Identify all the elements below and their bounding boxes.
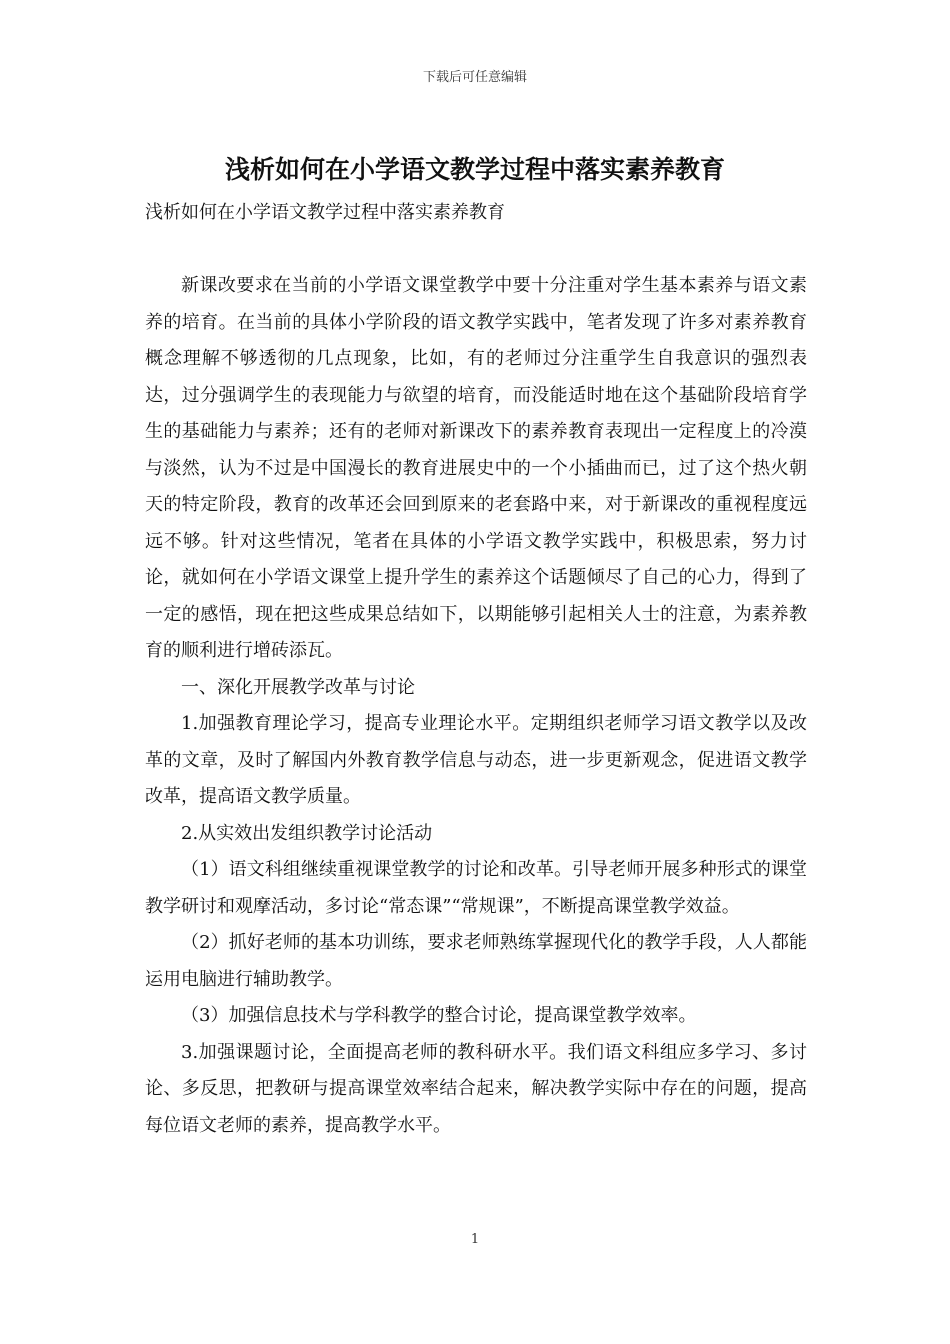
document-title: 浅析如何在小学语文教学过程中落实素养教育: [224, 155, 725, 184]
document-subtitle: 浅析如何在小学语文教学过程中落实素养教育: [145, 202, 505, 223]
paragraph-subitem-3: （3）加强信息技术与学科教学的整合讨论，提高课堂教学效率。: [181, 1005, 697, 1026]
paragraph-subitem-1: （1）语文科组继续重视课堂教学的讨论和改革。引导老师开展多种形式的课堂教学研讨和观摩活动，多讨论“常态课”“常规课”，不断提高课堂教学效益。: [145, 859, 807, 917]
paragraph-item-2: 2.从实效出发组织教学讨论活动: [181, 822, 433, 844]
paragraph-subitem-2: （2）抓好老师的基本功训练，要求老师熟练掌握现代化的教学手段，人人都能运用电脑进行辅助教学。: [145, 932, 807, 990]
paragraph-intro: 新课改要求在当前的小学语文课堂教学中要十分注重对学生基本素养与语文素养的培育。在当前的具体小学阶段的语文教学实践中，笔者发现了许多对素养教育概念理解不够透彻的几点现象，比如，有的老师过分注重学生自我意识的强烈表达，过分强调学生的表现能力与欲望的培育，而没能适时地在这个基础阶段培育学生的基础能力与素养；还有的老师对新课改下的素养教育表现出一定程度上的冷漠与淡然，认为不过是中国漫长的教育进展史中的一个小插曲而已，过了这个热火朝天的特定阶段，教育的改革还会回到原来的老套路中来，对于新课改的重视程度远远不够。针对这些情况，笔者在具体的小学语文教学实践中，积极思索，努力讨论，就如何在小学语文课堂上提升学生的素养这个话题倾尽了自己的心力，得到了一定的感悟，现在把这些成果总结如下，以期能够引起相关人士的注意，为素养教育的顺利进行增砖添瓦。: [145, 275, 807, 661]
page-number: 1: [470, 1232, 480, 1247]
document-body: [145, 268, 807, 1144]
section-heading-1: 一、深化开展教学改革与讨论: [181, 676, 415, 698]
paragraph-item-1: 1.加强教育理论学习，提高专业理论水平。定期组织老师学习语文教学以及改革的文章，及时了解国内外教育教学信息与动态，进一步更新观念，促进语文教学改革，提高语文教学质量。: [145, 713, 807, 807]
header-note: 下载后可任意编辑: [422, 70, 527, 85]
paragraph-item-3: 3.加强课题讨论，全面提高老师的教科研水平。我们语文科组应多学习、多讨论、多反思，把教研与提高课堂效率结合起来，解决教学实际中存在的问题，提高每位语文老师的素养，提高教学水平。: [145, 1041, 807, 1136]
